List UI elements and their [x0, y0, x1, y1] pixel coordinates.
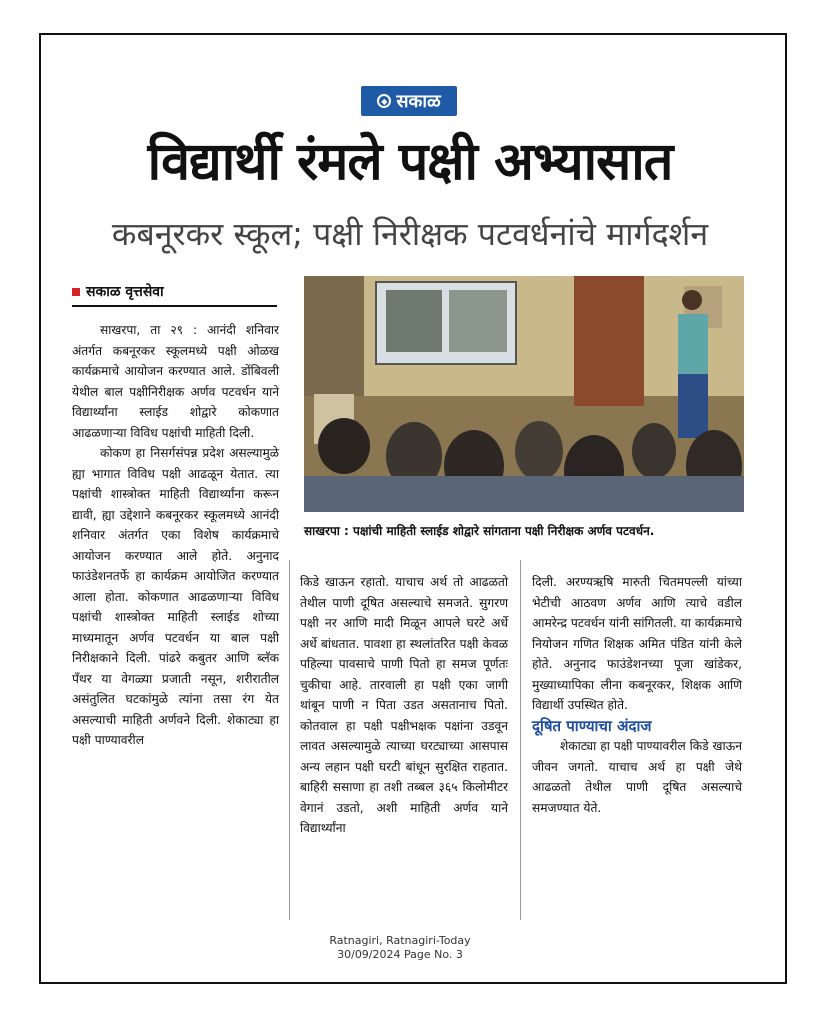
- column-divider: [289, 560, 290, 920]
- paragraph: किडे खाऊन रहातो. याचाच अर्थ तो आढळतो तेथील पाणी दूषित असल्याचे समजते. सुगरण पक्षी नर आणि मादी मिळून आपले घरटे अर्धे अर्धे बांधतात. पावशा हा स्थलांतरित पक्षी केवळ पहिल्या पावसाचे पाणी पितो हा समज पूर्णतः चुकीचा आहे. तारवाली हा पक्षी एका जागी थांबून पाणी न पिता उडत असतानाच पितो. कोतवाल हा पक्षी पक्षीभक्षक पक्षांना उडवून लावत असल्यामुळे त्याच्या घरट्याच्या आसपास अन्य लहान पक्षी घरटी बांधून सुरक्षित राहतात. बाहिरी ससाणा हा तशी तब्बल ३६५ किलोमीटर वेगानं उडतो, अशी माहिती अर्णव याने विद्यार्थ्यांना: [300, 575, 508, 835]
- logo-emblem-icon: ◆: [377, 94, 391, 108]
- subheadline: कबनूरकर स्कूल; पक्षी निरीक्षक पटवर्धनांचे मार्गदर्शन: [111, 215, 709, 253]
- byline-text: सकाळ वृत्तसेवा: [86, 284, 164, 300]
- column-divider: [520, 560, 521, 920]
- paragraph: दिली. अरण्यऋषि मारुती चितमपल्ली यांच्या भेटीची आठवण अर्णव आणि त्याचे वडील आमरेन्द्र पटवर्धन यांनी सांगितली. या कार्यक्रमाचे नियोजन गणित शिक्षक अमित पंडित यांनी केले होते. अनुनाद फाउंडेशनच्या पूजा खांडेकर, मुख्याध्यापिका लीना कबनूरकर, शिक्षक आणि विद्यार्थी उपस्थित होते.: [532, 575, 742, 712]
- paragraph: कोकण हा निसर्गसंपन्न प्रदेश असल्यामुळे ह्या भागात विविध पक्षी आढळून येतात. त्या पक्षांची शास्त्रोक्त माहिती विद्यार्थ्यांना करून द्यावी, ह्या उद्देशाने कबनूरकर स्कूलमध्ये आनंदी शनिवार अंतर्गत एका विशेष कार्यक्रमाचे आयोजन करण्यात आले होते. अनुनाद फाउंडेशनतर्फे हा कार्यक्रम आयोजित करण्यात आला होता. कोकणात आढळणाऱ्या विविध पक्षांची शास्त्रोक्त माहिती स्लाईड शोच्या माध्यमातून अर्णव पटवर्धन या बाल पक्षी निरीक्षकाने दिली. पांढरे कबुतर आणि ब्लॅक पँथर या वेगळ्या प्रजाती नसून, शरीरातील असंतुलित घटकांमुळे त्यांना तसा रंग येत असल्याची माहिती अर्णवने दिली. शेकाट्या हा पक्षी पाण्यावरील: [72, 446, 279, 747]
- photo-caption: साखरपा : पक्षांची माहिती स्लाईड शोद्वारे सांगताना पक्षी निरीक्षक अर्णव पटवर्धन.: [304, 524, 655, 538]
- headline: विद्यार्थी रंमले पक्षी अभ्यासात: [147, 132, 673, 192]
- article-column-2: [300, 572, 508, 839]
- article-column-1: [72, 320, 279, 751]
- article-column-3: [532, 572, 742, 818]
- byline: [72, 282, 277, 307]
- paragraph: साखरपा, ता २९ : आनंदी शनिवार अंतर्गत कबनूरकर स्कूलमध्ये पक्षी ओळख कार्यक्रमाचे आयोजन करण्यात आले. डोंबिवली येथील बाल पक्षीनिरीक्षक अर्णव पटवर्धन याने विद्यार्थ्यांना स्लाईड शोद्वारे कोकणात आढळणाऱ्या विविध पक्षांची माहिती दिली.: [72, 323, 279, 440]
- newspaper-logo: [361, 86, 457, 116]
- paragraph: शेकाट्या हा पक्षी पाण्यावरील किडे खाऊन जीवन जगतो. याचाच अर्थ हा पक्षी जेथे आढळतो तेथील पाणी दूषित असल्याचे समजण्यात येते.: [532, 739, 742, 815]
- logo-text: सकाळ: [396, 91, 441, 112]
- section-subheading: दूषित पाण्याचा अंदाज: [532, 716, 652, 735]
- classroom-photo-illustration: [304, 276, 744, 512]
- article-photo: [304, 276, 744, 512]
- footer-date-page: 30/09/2024 Page No. 3: [337, 948, 463, 961]
- page-footer: [300, 934, 500, 962]
- footer-edition: Ratnagiri, Ratnagiri-Today: [329, 934, 471, 947]
- byline-marker-icon: [72, 288, 80, 296]
